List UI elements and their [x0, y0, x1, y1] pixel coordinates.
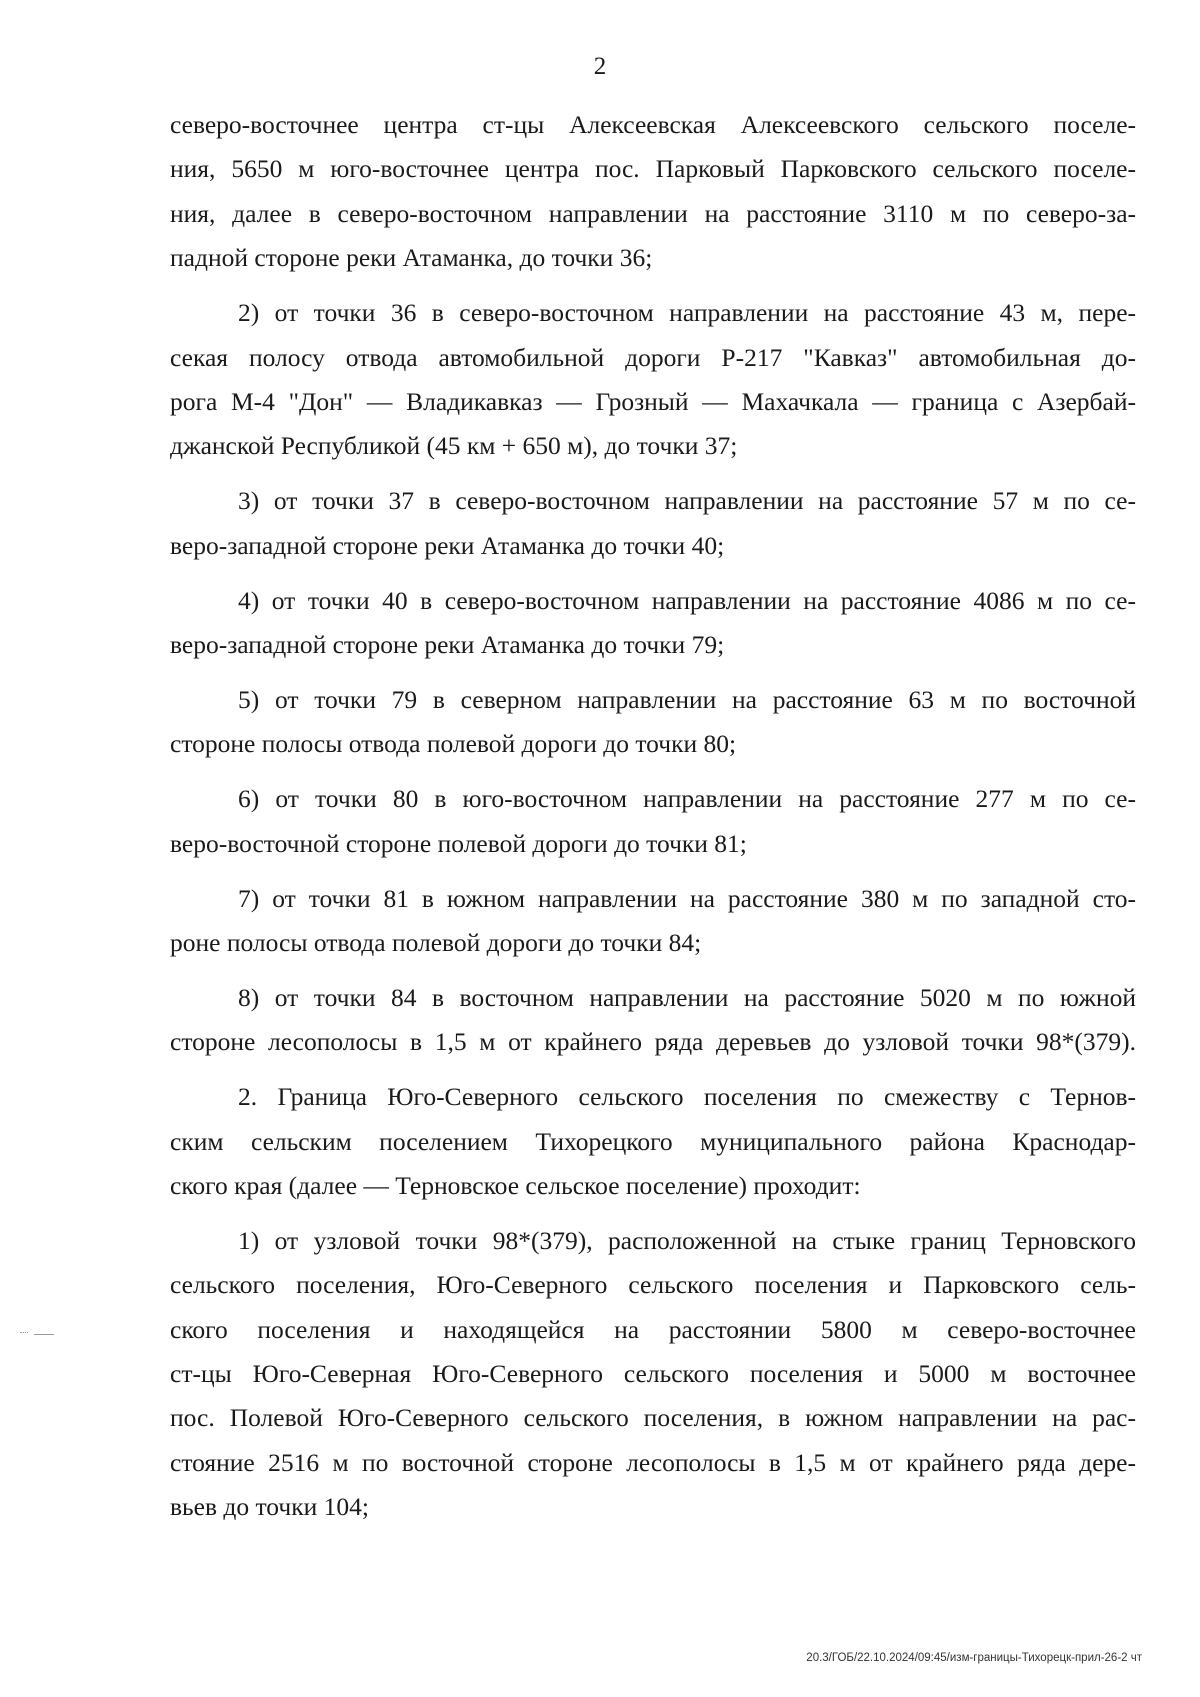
- text-line: ния, 5650 м юго-восточнее центра пос. Парковый Парковского сельского поселе-: [170, 154, 1136, 184]
- document-body: [170, 103, 1136, 1530]
- text-line: 5) от точки 79 в северном направлении на расстояние 63 м по восточной: [238, 684, 1136, 714]
- text-line: стороне лесополосы в 1,5 м от крайнего ряда деревьев до узловой точки 98*(379).: [170, 1027, 1136, 1057]
- paragraph: [170, 678, 1136, 767]
- text-line: 3) от точки 37 в северо-восточном направлении на расстояние 57 м по се-: [238, 486, 1136, 516]
- text-line: веро-восточной стороне полевой дороги до точки 81;: [170, 828, 747, 858]
- text-line: секая полосу отвода автомобильной дороги Р-217 "Кавказ" автомобильная до-: [170, 342, 1136, 372]
- text-line: 8) от точки 84 в восточном направлении на расстояние 5020 м по южной: [238, 982, 1136, 1012]
- text-line: северо-восточнее центра ст-цы Алексеевская Алексеевского сельского поселе-: [170, 110, 1136, 139]
- text-line: сельского поселения, Юго-Северного сельского поселения и Парковского сель-: [170, 1270, 1136, 1300]
- footer-document-code: 20.3/ГОБ/22.10.2024/09:45/изм-границы-Тихорецк-прил-26-2 чт: [806, 1652, 1142, 1664]
- paragraph: [170, 479, 1136, 568]
- text-line: ния, далее в северо-восточном направлении на расстояние 3110 м по северо-за-: [170, 198, 1136, 228]
- text-line: падной стороне реки Атаманка, до точки 36;: [170, 243, 653, 273]
- text-line: ского края (далее — Терновское сельское поселение) проходит:: [170, 1170, 861, 1200]
- text-line: 4) от точки 40 в северо-восточном направлении на расстояние 4086 м по се-: [238, 585, 1136, 615]
- paragraph: [170, 103, 1136, 281]
- paragraph: [170, 1219, 1136, 1530]
- text-line: стояние 2516 м по восточной стороне лесополосы в 1,5 м от крайнего ряда дере-: [170, 1447, 1136, 1477]
- paragraph: [170, 579, 1136, 668]
- text-line: рога М-4 "Дон" — Владикавказ — Грозный — Махачкала — граница с Азербай-: [170, 386, 1136, 416]
- text-line: джанской Республикой (45 км + 650 м), до точки 37;: [170, 431, 738, 461]
- text-line: 2) от точки 36 в северо-восточном направлении на расстояние 43 м, пере-: [238, 298, 1136, 328]
- scan-artifact: [20, 1332, 28, 1337]
- text-line: 2. Граница Юго-Северного сельского поселения по смежеству с Тернов-: [238, 1082, 1136, 1112]
- text-line: ским сельским поселением Тихорецкого муниципального района Краснодар-: [170, 1126, 1136, 1156]
- text-line: веро-западной стороне реки Атаманка до точки 40;: [170, 530, 725, 560]
- text-line: вьев до точки 104;: [170, 1492, 369, 1522]
- paragraph: [170, 877, 1136, 966]
- page-number: 2: [593, 53, 607, 80]
- text-line: 1) от узловой точки 98*(379), расположенной на стыке границ Терновского: [238, 1225, 1136, 1255]
- text-line: 7) от точки 81 в южном направлении на расстояние 380 м по западной сто-: [238, 883, 1136, 913]
- text-line: ст-цы Юго-Северная Юго-Северного сельского поселения и 5000 м восточнее: [170, 1359, 1136, 1389]
- text-line: ского поселения и находящейся на расстоянии 5800 м северо-восточнее: [170, 1314, 1136, 1344]
- paragraph: [170, 291, 1136, 469]
- scan-artifact: [34, 1334, 54, 1337]
- text-line: веро-западной стороне реки Атаманка до точки 79;: [170, 629, 725, 659]
- paragraph: [170, 976, 1136, 1065]
- paragraph: [170, 1075, 1136, 1208]
- text-line: пос. Полевой Юго-Северного сельского поселения, в южном направлении на рас-: [170, 1403, 1136, 1433]
- text-line: 6) от точки 80 в юго-восточном направлении на расстояние 277 м по се-: [238, 784, 1136, 814]
- text-line: стороне полосы отвода полевой дороги до точки 80;: [170, 729, 737, 759]
- paragraph: [170, 777, 1136, 866]
- text-line: роне полосы отвода полевой дороги до точки 84;: [170, 927, 702, 957]
